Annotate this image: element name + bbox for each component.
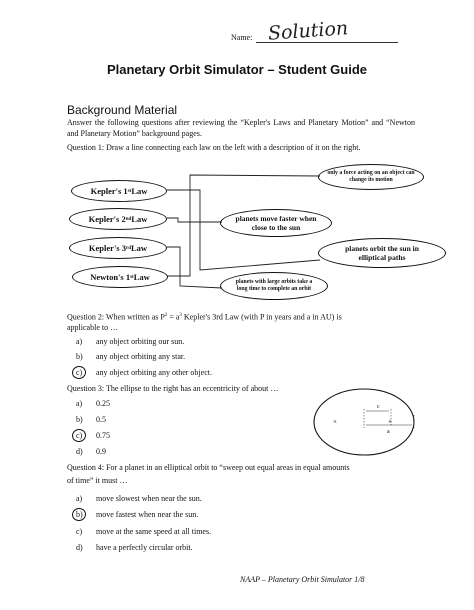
- law-kepler-3-sup: rd: [126, 245, 131, 251]
- svg-text:×: ×: [388, 418, 392, 426]
- q4-option-d[interactable]: [76, 543, 193, 552]
- q3-option-a-letter: a): [76, 399, 83, 408]
- question-1-text: Question 1: Draw a line connecting each law on the left with a description of it on the right.: [67, 143, 361, 152]
- section-heading: Background Material: [67, 103, 178, 117]
- law-kepler-3-base: Kepler's 3: [88, 243, 126, 253]
- law-newton-1-rest: Law: [133, 272, 150, 282]
- desc-force: only a force acting on an object can change its motion: [318, 164, 424, 190]
- law-kepler-2-sup: nd: [125, 216, 132, 222]
- q3-option-d-letter: d): [76, 447, 83, 456]
- law-kepler-2-base: Kepler's 2: [88, 214, 126, 224]
- name-value: Solution: [267, 17, 349, 45]
- ellipse-a-label: a: [387, 429, 390, 435]
- q3-option-b-text: 0.5: [96, 415, 106, 424]
- law-newton-1-base: Newton's 1: [90, 272, 131, 282]
- q4-option-a-letter: a): [76, 494, 83, 503]
- law-kepler-2-rest: Law: [131, 214, 148, 224]
- page-title: Planetary Orbit Simulator – Student Guide: [106, 62, 368, 77]
- question-4-line2: of time” it must …: [67, 476, 128, 485]
- name-label: Name:: [231, 33, 253, 42]
- q2-option-b-letter: b): [76, 352, 83, 361]
- q2-option-a-text: any object orbiting our sun.: [96, 337, 185, 346]
- law-newton-1-sup: st: [130, 274, 134, 280]
- q4-option-b-letter: b): [76, 510, 83, 519]
- ellipse-c-label: c: [377, 404, 380, 410]
- desc-faster: planets move faster when close to the sun: [220, 209, 332, 237]
- q2-pre: Question 2: When written as P: [67, 312, 165, 322]
- q4-option-c-text: move at the same speed at all times.: [96, 527, 212, 536]
- desc-larger: planets with large orbits take a long time to complete an orbit: [220, 272, 328, 300]
- law-kepler-1-sup: st: [127, 188, 132, 194]
- q3-option-a-text: 0.25: [96, 399, 110, 408]
- law-kepler-1-base: Kepler's 1: [90, 186, 128, 196]
- question-4-line1: Question 4: For a planet in an elliptical orbit to “sweep out equal areas in equal amounts: [67, 463, 350, 472]
- question-2-line2: applicable to …: [67, 323, 119, 332]
- q2-mid: = a: [167, 312, 180, 322]
- q4-option-d-letter: d): [76, 543, 83, 552]
- q2-sup1: 2: [164, 313, 168, 318]
- q2-post: Kepler's 3rd Law (with P in years and a in AU) is: [181, 312, 342, 322]
- law-kepler-1-rest: Law: [131, 186, 148, 196]
- q3-option-c-text: 0.75: [96, 431, 110, 440]
- q2-sup2: 3: [179, 313, 182, 318]
- law-kepler-3-rest: Law: [131, 243, 148, 253]
- q4-option-a-text: move slowest when near the sun.: [96, 494, 202, 503]
- q4-option-b-text: move fastest when near the sun.: [96, 510, 199, 519]
- q3-option-d-text: 0.9: [96, 447, 106, 456]
- q2-option-b-text: any object orbiting any star.: [96, 352, 186, 361]
- q4-option-c-letter: c): [76, 527, 83, 536]
- q2-option-c-text: any object orbiting any other object.: [96, 368, 212, 377]
- q3-option-c-letter: c): [76, 431, 83, 440]
- desc-elliptical: planets orbit the sun in elliptical paths: [318, 238, 446, 268]
- intro-paragraph: Answer the following questions after reviewing the “Kepler's Laws and Planetary Motion” and “Newton and Planetary Motion” background pages.: [67, 118, 415, 138]
- q4-option-b[interactable]: [76, 510, 198, 519]
- q2-option-c-letter: c): [76, 368, 83, 377]
- svg-text:×: ×: [333, 418, 337, 426]
- q4-option-a[interactable]: [76, 494, 202, 503]
- question-3-text: Question 3: The ellipse to the right has an eccentricity of about …: [67, 384, 279, 393]
- q2-option-a-letter: a): [76, 337, 83, 346]
- page-footer: NAAP – Planetary Orbit Simulator 1/8: [240, 575, 365, 584]
- q3-option-b-letter: b): [76, 415, 83, 424]
- q4-option-d-text: have a perfectly circular orbit.: [96, 543, 193, 552]
- q4-option-c[interactable]: [76, 527, 211, 536]
